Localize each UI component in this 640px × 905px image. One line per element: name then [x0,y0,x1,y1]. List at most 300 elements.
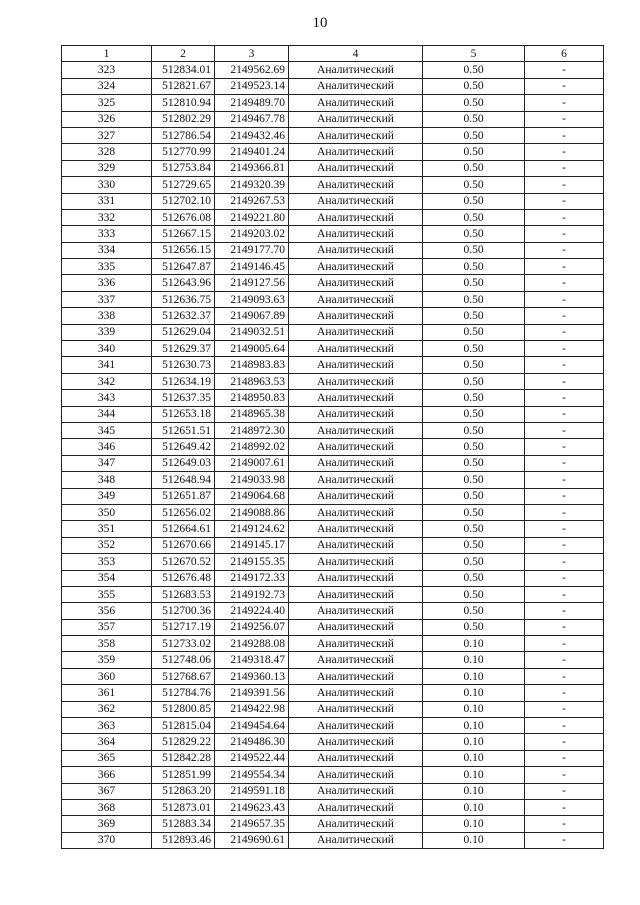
y-coordinate-cell: 2149145.17 [215,537,289,553]
method-cell: Аналитический [289,488,423,504]
x-coordinate-cell: 512815.04 [152,718,215,734]
accuracy-cell: 0.50 [423,586,525,602]
method-cell: Аналитический [289,718,423,734]
x-coordinate-cell: 512800.85 [152,701,215,717]
table-row [62,554,604,570]
empty-mark-cell: - [525,734,604,750]
point-number-cell: 323 [62,62,152,78]
method-cell: Аналитический [289,832,423,848]
table-row [62,685,604,701]
empty-mark-cell: - [525,373,604,389]
x-coordinate-cell: 512851.99 [152,767,215,783]
table-row [62,783,604,799]
method-cell: Аналитический [289,127,423,143]
accuracy-cell: 0.50 [423,504,525,520]
accuracy-cell: 0.50 [423,472,525,488]
y-coordinate-cell: 2149467.78 [215,111,289,127]
accuracy-cell: 0.50 [423,619,525,635]
accuracy-cell: 0.50 [423,521,525,537]
table-row [62,832,604,848]
accuracy-cell: 0.50 [423,127,525,143]
accuracy-cell: 0.10 [423,750,525,766]
empty-mark-cell: - [525,357,604,373]
accuracy-cell: 0.50 [423,570,525,586]
table-row [62,422,604,438]
column-header-2: 2 [152,46,215,62]
method-cell: Аналитический [289,226,423,242]
accuracy-cell: 0.10 [423,668,525,684]
accuracy-cell: 0.10 [423,636,525,652]
method-cell: Аналитический [289,324,423,340]
table-row [62,111,604,127]
table-body [62,62,604,849]
accuracy-cell: 0.50 [423,439,525,455]
point-number-cell: 360 [62,668,152,684]
table-row [62,439,604,455]
method-cell: Аналитический [289,357,423,373]
empty-mark-cell: - [525,308,604,324]
empty-mark-cell: - [525,750,604,766]
empty-mark-cell: - [525,488,604,504]
x-coordinate-cell: 512768.67 [152,668,215,684]
x-coordinate-cell: 512630.73 [152,357,215,373]
empty-mark-cell: - [525,160,604,176]
method-cell: Аналитический [289,291,423,307]
table-row [62,750,604,766]
point-number-cell: 365 [62,750,152,766]
method-cell: Аналитический [289,734,423,750]
point-number-cell: 369 [62,816,152,832]
x-coordinate-cell: 512700.36 [152,603,215,619]
method-cell: Аналитический [289,390,423,406]
accuracy-cell: 0.10 [423,685,525,701]
x-coordinate-cell: 512863.20 [152,783,215,799]
point-number-cell: 324 [62,78,152,94]
y-coordinate-cell: 2149224.40 [215,603,289,619]
accuracy-cell: 0.10 [423,718,525,734]
empty-mark-cell: - [525,504,604,520]
y-coordinate-cell: 2149032.51 [215,324,289,340]
point-number-cell: 333 [62,226,152,242]
method-cell: Аналитический [289,144,423,160]
y-coordinate-cell: 2149288.08 [215,636,289,652]
point-number-cell: 358 [62,636,152,652]
y-coordinate-cell: 2149422.98 [215,701,289,717]
empty-mark-cell: - [525,291,604,307]
method-cell: Аналитический [289,554,423,570]
method-cell: Аналитический [289,668,423,684]
table-row [62,259,604,275]
point-number-cell: 334 [62,242,152,258]
method-cell: Аналитический [289,95,423,111]
method-cell: Аналитический [289,504,423,520]
point-number-cell: 343 [62,390,152,406]
accuracy-cell: 0.50 [423,226,525,242]
table-row [62,652,604,668]
x-coordinate-cell: 512634.19 [152,373,215,389]
point-number-cell: 338 [62,308,152,324]
table-row [62,373,604,389]
method-cell: Аналитический [289,177,423,193]
column-header-6: 6 [525,46,604,62]
y-coordinate-cell: 2149366.81 [215,160,289,176]
x-coordinate-cell: 512647.87 [152,259,215,275]
method-cell: Аналитический [289,799,423,815]
y-coordinate-cell: 2148965.38 [215,406,289,422]
x-coordinate-cell: 512632.37 [152,308,215,324]
method-cell: Аналитический [289,521,423,537]
empty-mark-cell: - [525,472,604,488]
x-coordinate-cell: 512821.67 [152,78,215,94]
table-row [62,668,604,684]
accuracy-cell: 0.50 [423,209,525,225]
method-cell: Аналитический [289,455,423,471]
x-coordinate-cell: 512784.76 [152,685,215,701]
point-number-cell: 348 [62,472,152,488]
empty-mark-cell: - [525,636,604,652]
method-cell: Аналитический [289,652,423,668]
table-row [62,341,604,357]
x-coordinate-cell: 512653.18 [152,406,215,422]
accuracy-cell: 0.10 [423,832,525,848]
point-number-cell: 344 [62,406,152,422]
point-number-cell: 359 [62,652,152,668]
accuracy-cell: 0.50 [423,111,525,127]
x-coordinate-cell: 512834.01 [152,62,215,78]
empty-mark-cell: - [525,422,604,438]
x-coordinate-cell: 512670.66 [152,537,215,553]
y-coordinate-cell: 2149657.35 [215,816,289,832]
point-number-cell: 368 [62,799,152,815]
empty-mark-cell: - [525,226,604,242]
empty-mark-cell: - [525,767,604,783]
method-cell: Аналитический [289,767,423,783]
y-coordinate-cell: 2149562.69 [215,62,289,78]
y-coordinate-cell: 2149360.13 [215,668,289,684]
empty-mark-cell: - [525,111,604,127]
y-coordinate-cell: 2149005.64 [215,341,289,357]
point-number-cell: 341 [62,357,152,373]
column-header-4: 4 [289,46,423,62]
method-cell: Аналитический [289,619,423,635]
method-cell: Аналитический [289,373,423,389]
method-cell: Аналитический [289,636,423,652]
point-number-cell: 337 [62,291,152,307]
table-row [62,406,604,422]
table-row [62,799,604,815]
table-row [62,537,604,553]
empty-mark-cell: - [525,455,604,471]
point-number-cell: 328 [62,144,152,160]
point-number-cell: 342 [62,373,152,389]
point-number-cell: 357 [62,619,152,635]
y-coordinate-cell: 2149192.73 [215,586,289,602]
page-number: 10 [312,15,328,31]
empty-mark-cell: - [525,537,604,553]
table-row [62,62,604,78]
accuracy-cell: 0.10 [423,816,525,832]
method-cell: Аналитический [289,308,423,324]
x-coordinate-cell: 512717.19 [152,619,215,635]
method-cell: Аналитический [289,242,423,258]
accuracy-cell: 0.50 [423,603,525,619]
accuracy-cell: 0.10 [423,701,525,717]
point-number-cell: 350 [62,504,152,520]
method-cell: Аналитический [289,816,423,832]
accuracy-cell: 0.50 [423,78,525,94]
accuracy-cell: 0.50 [423,373,525,389]
method-cell: Аналитический [289,111,423,127]
y-coordinate-cell: 2149486.30 [215,734,289,750]
empty-mark-cell: - [525,193,604,209]
y-coordinate-cell: 2149318.47 [215,652,289,668]
table-row [62,291,604,307]
x-coordinate-cell: 512748.06 [152,652,215,668]
point-number-cell: 340 [62,341,152,357]
empty-mark-cell: - [525,95,604,111]
y-coordinate-cell: 2149489.70 [215,95,289,111]
x-coordinate-cell: 512651.87 [152,488,215,504]
point-number-cell: 339 [62,324,152,340]
x-coordinate-cell: 512893.46 [152,832,215,848]
point-number-cell: 367 [62,783,152,799]
accuracy-cell: 0.50 [423,193,525,209]
table-row [62,636,604,652]
x-coordinate-cell: 512651.51 [152,422,215,438]
y-coordinate-cell: 2149203.02 [215,226,289,242]
table-row [62,619,604,635]
point-number-cell: 351 [62,521,152,537]
y-coordinate-cell: 2149127.56 [215,275,289,291]
accuracy-cell: 0.10 [423,799,525,815]
y-coordinate-cell: 2149172.33 [215,570,289,586]
accuracy-cell: 0.50 [423,95,525,111]
table-row [62,209,604,225]
empty-mark-cell: - [525,799,604,815]
x-coordinate-cell: 512770.99 [152,144,215,160]
table-row [62,767,604,783]
coordinates-table [61,45,604,849]
accuracy-cell: 0.50 [423,291,525,307]
table-row [62,357,604,373]
method-cell: Аналитический [289,406,423,422]
y-coordinate-cell: 2148950.83 [215,390,289,406]
y-coordinate-cell: 2149007.61 [215,455,289,471]
accuracy-cell: 0.50 [423,259,525,275]
x-coordinate-cell: 512629.37 [152,341,215,357]
x-coordinate-cell: 512842.28 [152,750,215,766]
table-row [62,275,604,291]
x-coordinate-cell: 512753.84 [152,160,215,176]
point-number-cell: 353 [62,554,152,570]
point-number-cell: 329 [62,160,152,176]
empty-mark-cell: - [525,62,604,78]
point-number-cell: 336 [62,275,152,291]
x-coordinate-cell: 512883.34 [152,816,215,832]
y-coordinate-cell: 2149256.07 [215,619,289,635]
table-row [62,390,604,406]
accuracy-cell: 0.50 [423,390,525,406]
empty-mark-cell: - [525,832,604,848]
method-cell: Аналитический [289,341,423,357]
method-cell: Аналитический [289,439,423,455]
x-coordinate-cell: 512643.96 [152,275,215,291]
empty-mark-cell: - [525,668,604,684]
empty-mark-cell: - [525,570,604,586]
point-number-cell: 363 [62,718,152,734]
point-number-cell: 330 [62,177,152,193]
empty-mark-cell: - [525,390,604,406]
y-coordinate-cell: 2149124.62 [215,521,289,537]
y-coordinate-cell: 2149623.43 [215,799,289,815]
method-cell: Аналитический [289,209,423,225]
method-cell: Аналитический [289,750,423,766]
empty-mark-cell: - [525,586,604,602]
empty-mark-cell: - [525,603,604,619]
table-row [62,816,604,832]
method-cell: Аналитический [289,783,423,799]
x-coordinate-cell: 512729.65 [152,177,215,193]
x-coordinate-cell: 512667.15 [152,226,215,242]
method-cell: Аналитический [289,160,423,176]
accuracy-cell: 0.50 [423,144,525,160]
y-coordinate-cell: 2149591.18 [215,783,289,799]
method-cell: Аналитический [289,193,423,209]
y-coordinate-cell: 2149221.80 [215,209,289,225]
empty-mark-cell: - [525,275,604,291]
y-coordinate-cell: 2149267.53 [215,193,289,209]
table-row [62,701,604,717]
column-header-1: 1 [62,46,152,62]
column-header-5: 5 [423,46,525,62]
method-cell: Аналитический [289,603,423,619]
accuracy-cell: 0.50 [423,488,525,504]
x-coordinate-cell: 512637.35 [152,390,215,406]
accuracy-cell: 0.10 [423,767,525,783]
method-cell: Аналитический [289,78,423,94]
accuracy-cell: 0.50 [423,177,525,193]
x-coordinate-cell: 512656.02 [152,504,215,520]
table-row [62,455,604,471]
method-cell: Аналитический [289,701,423,717]
x-coordinate-cell: 512786.54 [152,127,215,143]
point-number-cell: 327 [62,127,152,143]
x-coordinate-cell: 512648.94 [152,472,215,488]
accuracy-cell: 0.50 [423,341,525,357]
y-coordinate-cell: 2149522.44 [215,750,289,766]
accuracy-cell: 0.50 [423,455,525,471]
point-number-cell: 346 [62,439,152,455]
y-coordinate-cell: 2148992.02 [215,439,289,455]
point-number-cell: 364 [62,734,152,750]
x-coordinate-cell: 512656.15 [152,242,215,258]
y-coordinate-cell: 2149155.35 [215,554,289,570]
point-number-cell: 326 [62,111,152,127]
point-number-cell: 370 [62,832,152,848]
point-number-cell: 331 [62,193,152,209]
empty-mark-cell: - [525,521,604,537]
table-row [62,586,604,602]
accuracy-cell: 0.50 [423,160,525,176]
y-coordinate-cell: 2149088.86 [215,504,289,520]
y-coordinate-cell: 2149391.56 [215,685,289,701]
point-number-cell: 366 [62,767,152,783]
table-row [62,488,604,504]
y-coordinate-cell: 2149093.63 [215,291,289,307]
method-cell: Аналитический [289,570,423,586]
table-row [62,308,604,324]
empty-mark-cell: - [525,259,604,275]
method-cell: Аналитический [289,422,423,438]
method-cell: Аналитический [289,472,423,488]
table-row [62,734,604,750]
accuracy-cell: 0.50 [423,308,525,324]
column-header-3: 3 [215,46,289,62]
y-coordinate-cell: 2149523.14 [215,78,289,94]
accuracy-cell: 0.50 [423,62,525,78]
empty-mark-cell: - [525,324,604,340]
empty-mark-cell: - [525,406,604,422]
header-row [62,46,604,62]
empty-mark-cell: - [525,619,604,635]
table-row [62,324,604,340]
y-coordinate-cell: 2149177.70 [215,242,289,258]
table-row [62,504,604,520]
point-number-cell: 347 [62,455,152,471]
accuracy-cell: 0.50 [423,554,525,570]
empty-mark-cell: - [525,783,604,799]
point-number-cell: 356 [62,603,152,619]
table-row [62,193,604,209]
y-coordinate-cell: 2149454.64 [215,718,289,734]
point-number-cell: 349 [62,488,152,504]
x-coordinate-cell: 512802.29 [152,111,215,127]
accuracy-cell: 0.50 [423,242,525,258]
table-row [62,718,604,734]
x-coordinate-cell: 512636.75 [152,291,215,307]
x-coordinate-cell: 512702.10 [152,193,215,209]
accuracy-cell: 0.50 [423,406,525,422]
table-row [62,521,604,537]
empty-mark-cell: - [525,816,604,832]
empty-mark-cell: - [525,652,604,668]
method-cell: Аналитический [289,259,423,275]
y-coordinate-cell: 2149033.98 [215,472,289,488]
x-coordinate-cell: 512649.03 [152,455,215,471]
y-coordinate-cell: 2148983.83 [215,357,289,373]
point-number-cell: 332 [62,209,152,225]
y-coordinate-cell: 2149554.34 [215,767,289,783]
x-coordinate-cell: 512733.02 [152,636,215,652]
accuracy-cell: 0.10 [423,734,525,750]
method-cell: Аналитический [289,586,423,602]
point-number-cell: 345 [62,422,152,438]
point-number-cell: 325 [62,95,152,111]
x-coordinate-cell: 512676.48 [152,570,215,586]
accuracy-cell: 0.50 [423,324,525,340]
x-coordinate-cell: 512670.52 [152,554,215,570]
point-number-cell: 352 [62,537,152,553]
table-row [62,127,604,143]
table-row [62,78,604,94]
y-coordinate-cell: 2149146.45 [215,259,289,275]
empty-mark-cell: - [525,242,604,258]
table-row [62,95,604,111]
table-row [62,570,604,586]
x-coordinate-cell: 512629.04 [152,324,215,340]
point-number-cell: 362 [62,701,152,717]
y-coordinate-cell: 2148972.30 [215,422,289,438]
